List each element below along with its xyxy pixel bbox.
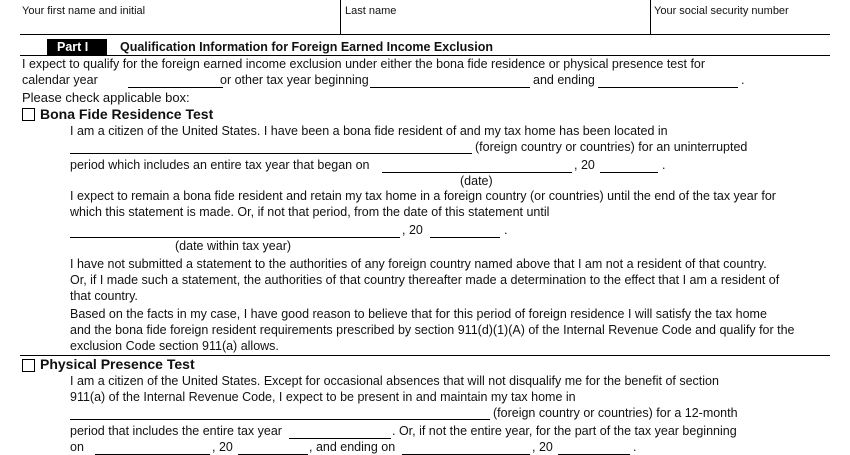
began-on-date-field[interactable] xyxy=(382,172,572,173)
until-dot: . xyxy=(504,223,508,237)
header-bottom-rule xyxy=(20,34,830,35)
ssn-field[interactable] xyxy=(654,18,829,32)
not-submitted-2: Or, if I made such a statement, the authorities of that country thereafter made a determination to the effect that I am a resident of xyxy=(70,273,780,287)
bona-fide-checkbox[interactable] xyxy=(22,108,35,121)
header-divider-1 xyxy=(340,0,341,34)
physical-foreign-text: (foreign country or countries) for a 12-month xyxy=(493,406,738,420)
until-date-field[interactable] xyxy=(70,237,400,238)
check-box-prompt: Please check applicable box: xyxy=(22,90,190,105)
intro-period: . xyxy=(741,73,745,87)
physical-comma20a: , 20 xyxy=(212,440,233,454)
intro-line: I expect to qualify for the foreign earned income exclusion under either the bona fide residence or physical presence test for xyxy=(22,57,706,71)
date-caption: (date) xyxy=(460,174,493,188)
physical-dot: . xyxy=(633,440,637,454)
physical-on: on xyxy=(70,440,84,454)
physical-tax-year-field[interactable] xyxy=(289,438,391,439)
bona-fide-heading: Bona Fide Residence Test xyxy=(40,106,214,122)
expect-line2: which this statement is made. Or, if not that period, from the date of this statement until xyxy=(70,205,550,219)
part-title: Qualification Information for Foreign Earned Income Exclusion xyxy=(120,40,493,54)
physical-or-not-text: . Or, if not the entire year, for the part of the tax year beginning xyxy=(392,424,737,438)
until-year-field[interactable] xyxy=(430,237,500,238)
tax-year-end-field[interactable] xyxy=(598,87,738,88)
based-2: and the bona fide foreign resident requirements prescribed by section 911(d)(1)(A) of the Internal Revenue Code and qualify for the xyxy=(70,323,795,337)
comma-20-b: , 20 xyxy=(402,223,423,237)
period-dot: . xyxy=(662,158,666,172)
physical-heading: Physical Presence Test xyxy=(40,356,195,372)
date-within-caption: (date within tax year) xyxy=(175,239,292,253)
physical-presence-checkbox[interactable] xyxy=(22,359,35,372)
began-on-year-field[interactable] xyxy=(600,172,658,173)
period-text: period which includes an entire tax year that began on xyxy=(70,158,370,172)
last-name-field[interactable] xyxy=(345,18,645,32)
header-divider-2 xyxy=(650,0,651,34)
comma-20: , 20 xyxy=(574,158,595,172)
tax-year-begin-field[interactable] xyxy=(370,87,530,88)
physical-country-field[interactable] xyxy=(70,419,490,420)
expect-line1: I expect to remain a bona fide resident and retain my tax home in a foreign country (or countries) until the end of the tax year for xyxy=(70,189,776,203)
last-name-label: Last name xyxy=(345,5,397,17)
based-1: Based on the facts in my case, I have good reason to believe that for this period of foreign residence I will satisfy the tax home xyxy=(70,307,767,321)
foreign-country-text: (foreign country or countries) for an uninterrupted xyxy=(475,140,748,154)
not-submitted-1: I have not submitted a statement to the authorities of any foreign country named above that I am not a resident of that country. xyxy=(70,257,767,271)
physical-line1: I am a citizen of the United States. Except for occasional absences that will not disqualify me for the benefit of section xyxy=(70,374,719,388)
foreign-country-field[interactable] xyxy=(70,153,472,154)
part-tag: Part I xyxy=(47,39,107,55)
ssn-label: Your social security number xyxy=(654,5,789,17)
based-3: exclusion Code section 911(a) allows. xyxy=(70,339,279,353)
first-name-field[interactable] xyxy=(22,18,334,32)
other-tax-year-label: or other tax year beginning xyxy=(220,73,369,87)
not-submitted-3: that country. xyxy=(70,289,138,303)
bona-fide-line1: I am a citizen of the United States. I have been a bona fide resident of and my tax home has been located in xyxy=(70,124,668,138)
physical-period-text: period that includes the entire tax year xyxy=(70,424,282,438)
calendar-year-label: calendar year xyxy=(22,73,98,87)
part-rule xyxy=(20,55,830,56)
and-ending-label: and ending xyxy=(533,73,595,87)
first-name-label: Your first name and initial xyxy=(22,5,146,17)
physical-comma20b: , 20 xyxy=(532,440,553,454)
physical-line2: 911(a) of the Internal Revenue Code, I expect to be present in and maintain my tax home in xyxy=(70,390,576,404)
physical-and-ending: , and ending on xyxy=(309,440,396,454)
calendar-year-field[interactable] xyxy=(128,87,223,88)
